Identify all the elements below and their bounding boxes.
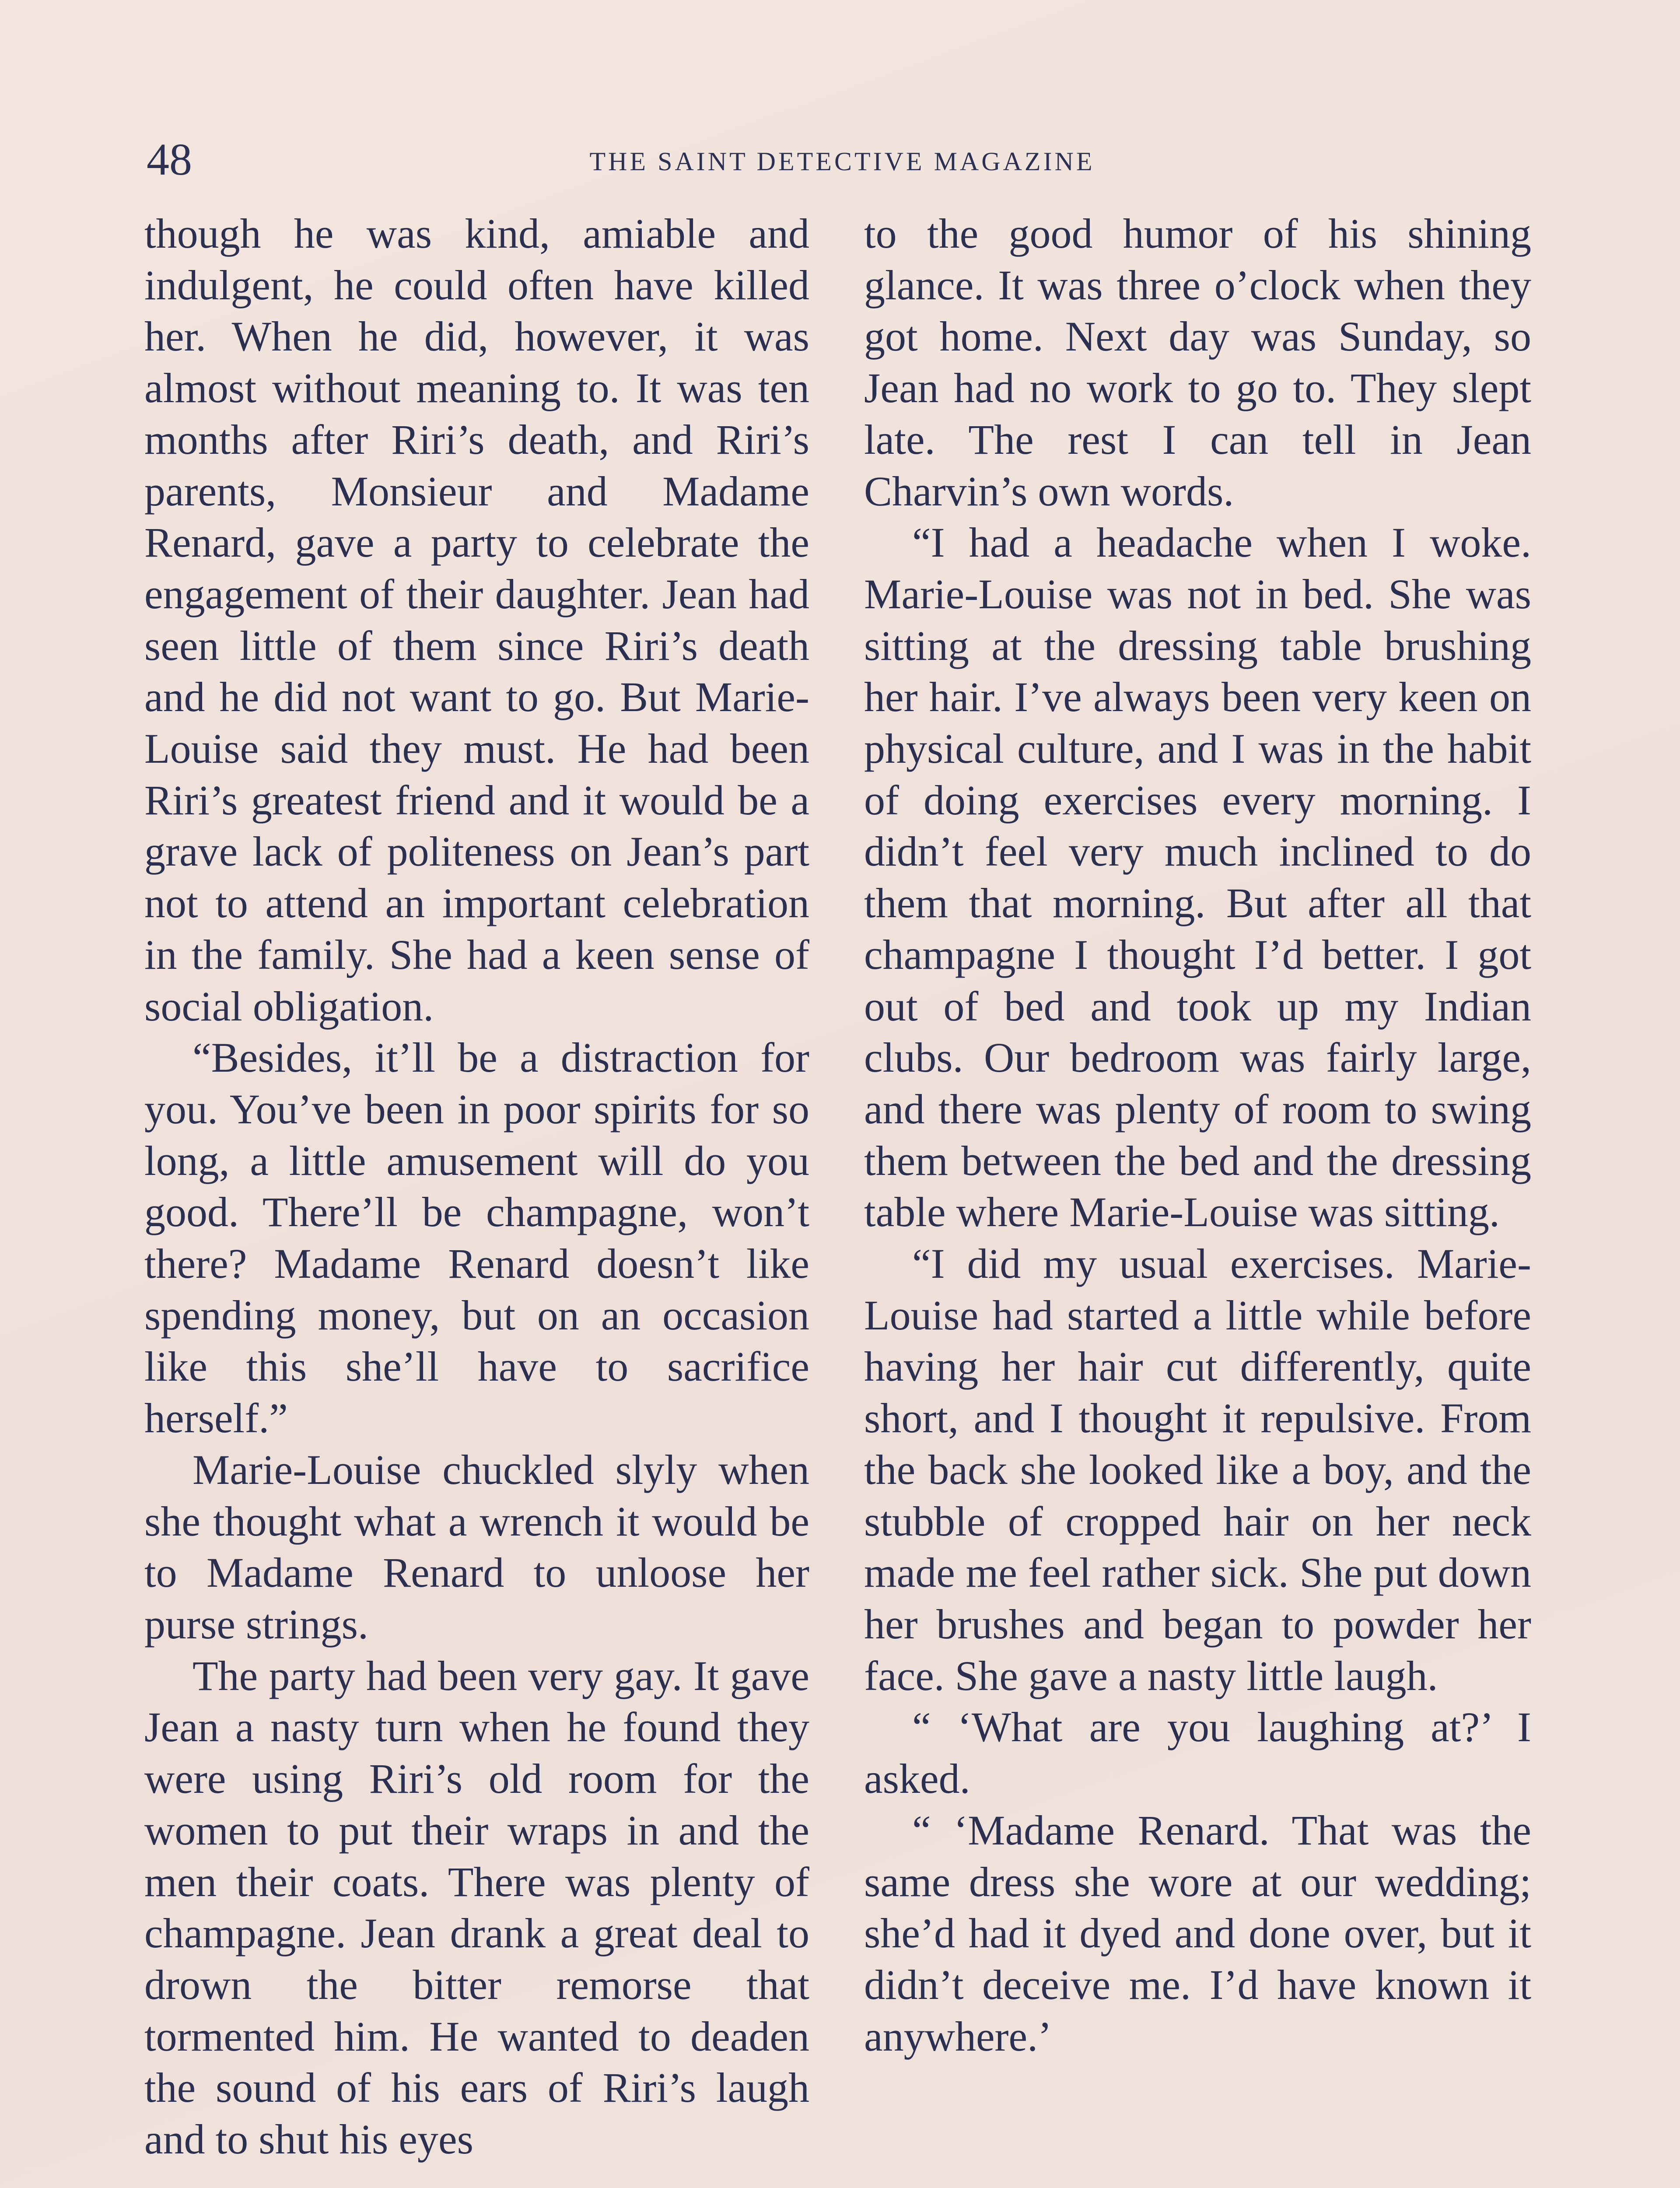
paragraph: “ ‘Madame Renard. That was the same dress she wore at our wedding; she’d had it dyed and done over, but it didn’t deceive me. I’d have known it anywhere.’	[864, 1806, 1531, 2060]
paragraph: to the good humor of his shining glance. It was three o’clock when they got home. Next day was Sunday, so Jean had no work to go to. They slept late. The rest I can tell in Jean Charvin’s own words.	[864, 210, 1531, 515]
page-number: 48	[147, 134, 192, 185]
paragraph: though he was kind, amiable and indulgent, he could often have killed her. When he did, however, it was almost without meaning to. It was ten months after Riri’s death, and Riri’s parents, Monsieur and Madame Renard, gave a party to celebrate the engagement of their daughter. Jean had seen little of them since Riri’s death and he did not want to go. But Marie-Louise said they must. He had been Riri’s greatest friend and it would be a grave lack of politeness on Jean’s part not to attend an important celebration in the family. She had a keen sense of social obligation.	[144, 210, 809, 1030]
paragraph: “I did my usual exercises. Marie-Louise had started a little while before having her hair cut differently, quite short, and I thought it repulsive. From the back she looked like a boy, and the stubble of cropped hair on her neck made me feel rather sick. She put down her brushes and began to powder her face. She gave a nasty little laugh.	[864, 1240, 1531, 1699]
paragraph: “Besides, it’ll be a distraction for you. You’ve been in poor spirits for so long, a little amusement will do you good. There’ll be champagne, won’t there? Madame Renard doesn’t like spending money, but on an occasion like this she’ll have to sacrifice herself.”	[144, 1034, 809, 1442]
paragraph: Marie-Louise chuckled slyly when she thought what a wrench it would be to Madame Renard to unloose her purse strings.	[144, 1446, 809, 1648]
running-title: THE SAINT DETECTIVE MAGAZINE	[589, 147, 1095, 176]
paragraph: “I had a headache when I woke. Marie-Louise was not in bed. She was sitting at the dressing table brushing her hair. I’ve always been very keen on physical culture, and I was in the habit of doing exercises every morning. I didn’t feel very much inclined to do them that morning. But after all that champagne I thought I’d better. I got out of bed and took up my Indian clubs. Our bedroom was fairly large, and there was plenty of room to swing them between the bed and the dressing table where Marie-Louise was sitting.	[864, 519, 1531, 1236]
paragraph: “ ‘What are you laughing at?’ I asked.	[864, 1704, 1531, 1802]
page-header	[147, 131, 1538, 197]
left-column	[144, 208, 809, 2188]
paragraph: The party had been very gay. It gave Jean a nasty turn when he found they were using Riri’s old room for the women to put their wraps in and the men their coats. There was plenty of champagne. Jean drank a great deal to drown the bitter remorse that tormented him. He wanted to deaden the sound of his ears of Riri’s laugh and to shut his eyes	[144, 1652, 809, 2163]
right-column	[864, 208, 1531, 2188]
